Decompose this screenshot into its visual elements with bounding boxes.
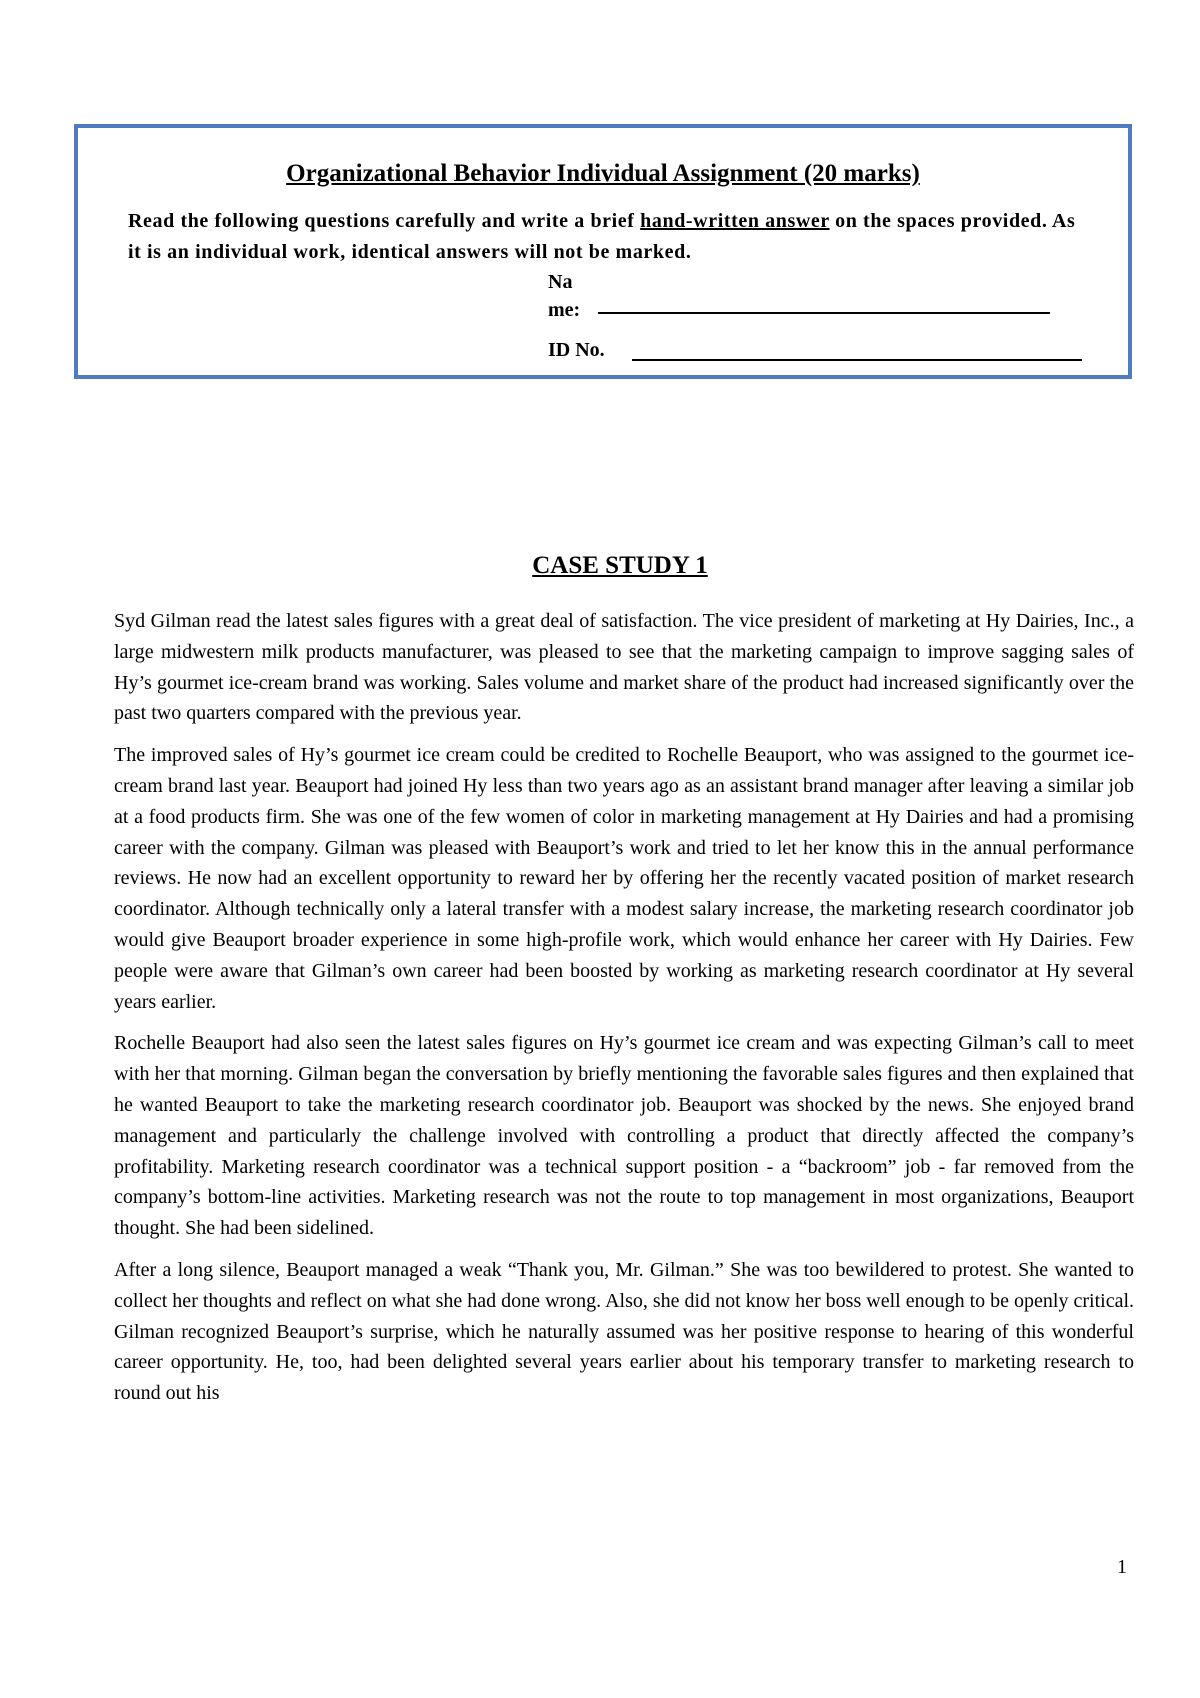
- id-label: ID No.: [548, 339, 605, 361]
- name-label: [548, 268, 588, 324]
- name-label-line1: Na: [548, 271, 573, 293]
- assignment-title: Organizational Behavior Individual Assignment (20 marks): [286, 160, 920, 187]
- case-study-paragraph-1: Syd Gilman read the latest sales figures with a great deal of satisfaction. The vice president of marketing at Hy Dairies, Inc., a large midwestern milk products manufacturer, was pleased to see that the marketing campaign to improve sagging sales of Hy’s gourmet ice-cream brand was working. Sales volume and market share of the product had increased significantly over the past two quarters compared with the previous year.: [114, 610, 1134, 725]
- instructions-prefix: Read the following questions carefully and write a brief: [128, 210, 641, 232]
- name-label-line2: me:: [548, 299, 581, 321]
- case-study-paragraph-2: The improved sales of Hy’s gourmet ice cream could be credited to Rochelle Beauport, who was assigned to the gourmet ice-cream brand last year. Beauport had joined Hy less than two years ago as an assistant brand manager after leaving a similar job at a food products firm. She was one of the few women of color in marketing management at Hy Dairies and had a promising career with the company. Gilman was pleased with Beauport’s work and tried to let her know this in the annual performance reviews. He now had an excellent opportunity to reward her by offering her the recently vacated position of market research coordinator. Although technically only a lateral transfer with a modest salary increase, the marketing research coordinator job would give Beauport broader experience in some high-profile work, which would enhance her career with Hy Dairies. Few people were aware that Gilman’s own career had been boosted by working as marketing research coordinator at Hy several years earlier.: [114, 744, 1134, 1013]
- name-answer-line[interactable]: [598, 312, 1050, 314]
- id-answer-line[interactable]: [632, 359, 1082, 361]
- instructions-suffix: on the spaces provided. As it is an individual work, identical answers will not be marked.: [128, 210, 1076, 263]
- case-study-body: [114, 606, 1134, 1420]
- instructions-emphasis: hand-written answer: [640, 210, 830, 232]
- page-number: 1: [1117, 1556, 1127, 1578]
- instructions: [128, 206, 1078, 268]
- assignment-header-box: [74, 124, 1132, 379]
- case-study-paragraph-4: After a long silence, Beauport managed a weak “Thank you, Mr. Gilman.” She was too bewildered to protest. She wanted to collect her thoughts and reflect on what she had done wrong. Also, she did not know her boss well enough to be openly critical. Gilman recognized Beauport’s surprise, which he naturally assumed was her positive response to hearing of this wonderful career opportunity. He, too, had been delighted several years earlier about his temporary transfer to marketing research to round out his: [114, 1258, 1134, 1405]
- case-study-title: CASE STUDY 1: [532, 552, 708, 579]
- case-study-paragraph-3: Rochelle Beauport had also seen the latest sales figures on Hy’s gourmet ice cream and was expecting Gilman’s call to meet with her that morning. Gilman began the conversation by briefly mentioning the favorable sales figures and then explained that he wanted Beauport to take the marketing research coordinator job. Beauport was shocked by the news. She enjoyed brand management and particularly the challenge involved with controlling a product that directly affected the company’s profitability. Marketing research coordinator was a technical support position - a “backroom” job - far removed from the company’s bottom-line activities. Marketing research was not the route to top management in most organizations, Beauport thought. She had been sidelined.: [114, 1032, 1134, 1240]
